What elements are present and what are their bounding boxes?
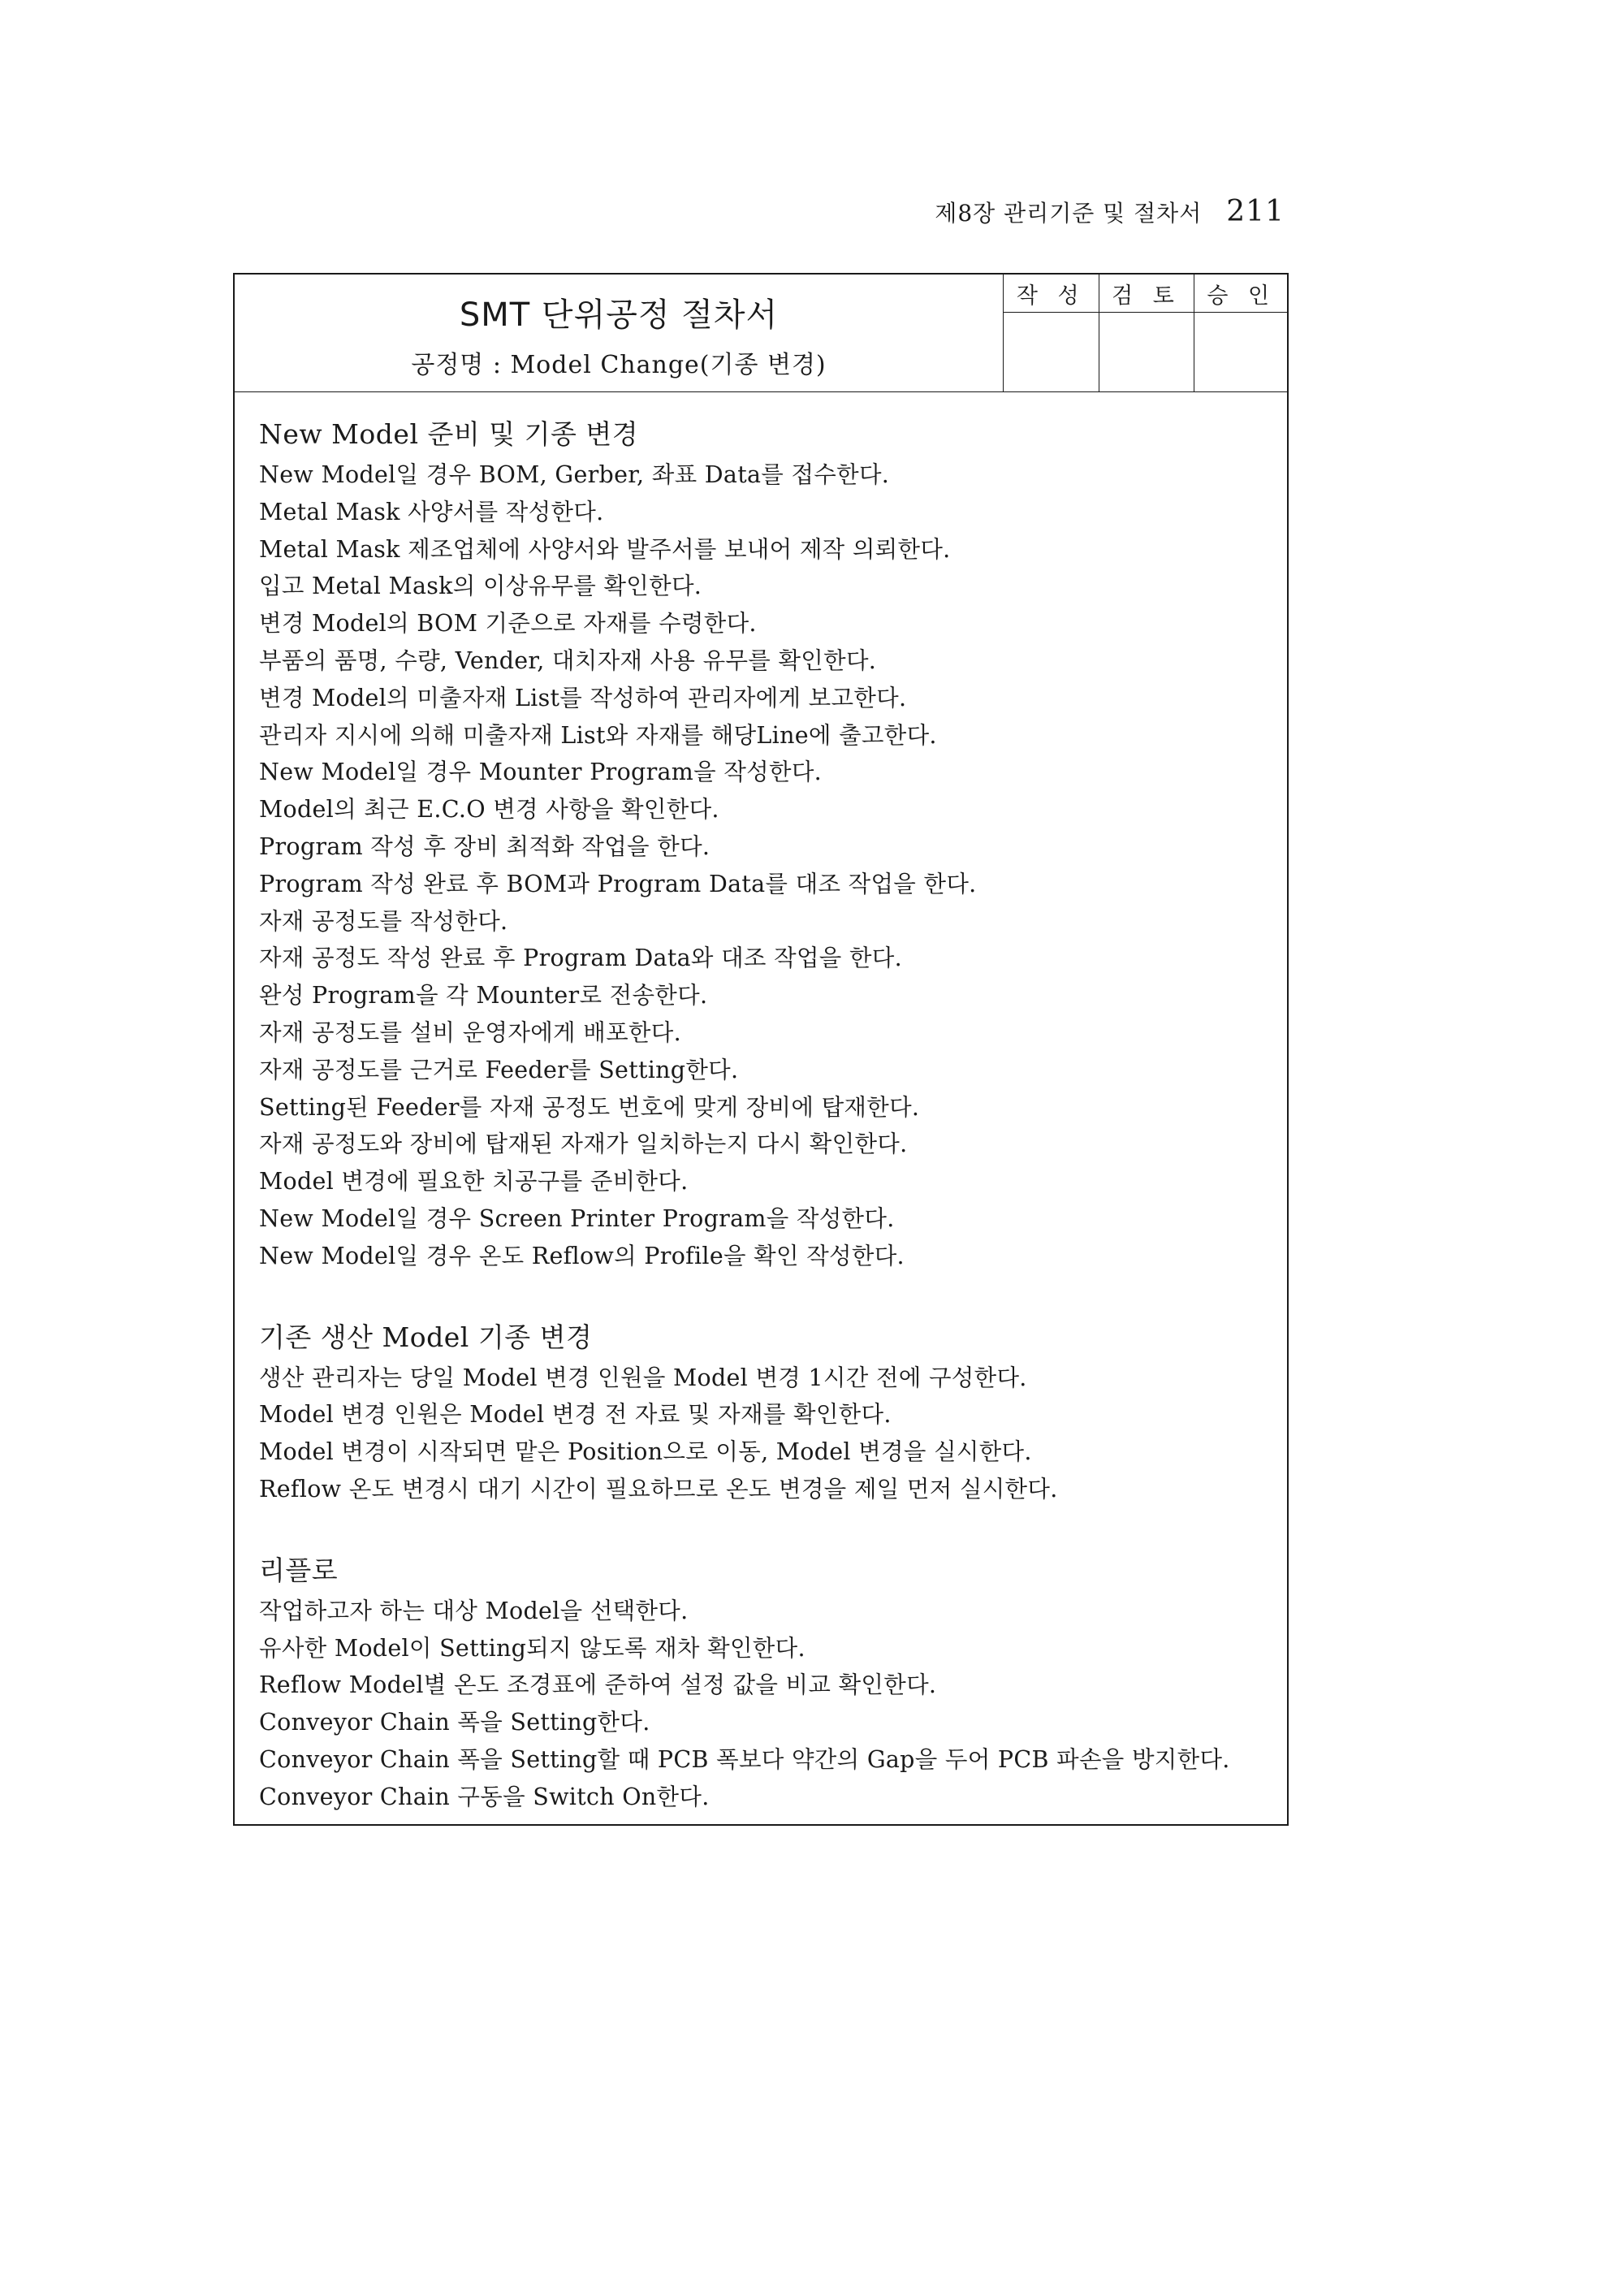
procedure-step: 변경 Model의 미출자재 List를 작성하여 관리자에게 보고한다. [259, 684, 907, 711]
procedure-step: Program 작성 후 장비 최적화 작업을 한다. [259, 832, 710, 860]
section-heading: 리플로 [259, 1554, 339, 1586]
document-header [235, 275, 1287, 392]
procedure-step: 유사한 Model이 Setting되지 않도록 재차 확인한다. [259, 1634, 806, 1662]
document-title: SMT 단위공정 절차서 [459, 296, 779, 334]
approval-header-row [1004, 275, 1289, 313]
procedure-step: 자재 공정도를 설비 운영자에게 배포한다. [259, 1018, 681, 1046]
procedure-step: New Model일 경우 BOM, Gerber, 좌표 Data를 접수한다. [259, 461, 890, 488]
page-number: 211 [1226, 195, 1285, 228]
approval-table [1004, 275, 1289, 391]
procedure-step: Metal Mask 사양서를 작성한다. [259, 498, 604, 525]
procedure-step: 완성 Program을 각 Mounter로 전송한다. [259, 982, 708, 1010]
procedure-step: 작업하고자 하는 대상 Model을 선택한다. [259, 1597, 689, 1624]
procedure-step: New Model일 경우 온도 Reflow의 Profile을 확인 작성한다. [259, 1242, 905, 1269]
approval-reviewed-cell [1099, 313, 1194, 392]
procedure-step: 자재 공정도를 근거로 Feeder를 Setting한다. [259, 1056, 739, 1083]
procedure-step: New Model일 경우 Screen Printer Program을 작성한다. [259, 1204, 895, 1232]
procedure-content [259, 414, 1266, 1858]
procedure-step: 입고 Metal Mask의 이상유무를 확인한다. [259, 573, 702, 600]
procedure-step: 자재 공정도와 장비에 탑재된 자재가 일치하는지 다시 확인한다. [259, 1131, 908, 1158]
procedure-step: 자재 공정도 작성 완료 후 Program Data와 대조 작업을 한다. [259, 945, 902, 972]
procedure-step: Model 변경이 시작되면 맡은 Position으로 이동, Model 변경을 실시한다. [259, 1438, 1032, 1466]
approval-approved-label: 승 인 [1194, 275, 1289, 313]
procedure-step: Model의 최근 E.C.O 변경 사항을 확인한다. [259, 796, 719, 824]
page-header [935, 195, 1285, 228]
procedure-step: Reflow Model별 온도 조경표에 준하여 설정 값을 비교 확인한다. [259, 1671, 937, 1699]
approval-written-label: 작 성 [1004, 275, 1099, 313]
procedure-section [259, 1317, 1266, 1508]
procedure-section [259, 414, 1266, 1275]
approval-approved-cell [1194, 313, 1289, 392]
procedure-step: Conveyor Chain 구동을 Switch On한다. [259, 1783, 710, 1810]
approval-written-cell [1004, 313, 1099, 392]
procedure-step: Conveyor Chain 폭을 Setting한다. [259, 1709, 650, 1736]
procedure-step: Conveyor Chain 폭을 Setting할 때 PCB 폭보다 약간의 Gap을 두어 PCB 파손을 방지한다. [259, 1745, 1230, 1773]
procedure-section [259, 1550, 1266, 1816]
section-heading: 기존 생산 Model 기종 변경 [259, 1321, 593, 1353]
procedure-step: Setting된 Feeder를 자재 공정도 번호에 맞게 장비에 탑재한다. [259, 1093, 920, 1121]
procedure-step: Model 변경에 필요한 치공구를 준비한다. [259, 1168, 689, 1196]
procedure-document-box [233, 273, 1289, 1826]
procedure-step: 관리자 지시에 의해 미출자재 List와 자재를 해당Line에 출고한다. [259, 721, 937, 749]
process-name: 공정명 : Model Change(기종 변경) [411, 351, 827, 379]
procedure-step: 자재 공정도를 작성한다. [259, 907, 508, 935]
section-heading: New Model 준비 및 기종 변경 [259, 418, 639, 450]
title-area [235, 275, 1004, 391]
procedure-step: Model 변경 인원은 Model 변경 전 자료 및 자재를 확인한다. [259, 1401, 892, 1429]
procedure-step: 부품의 품명, 수량, Vender, 대치자재 사용 유무를 확인한다. [259, 646, 877, 674]
procedure-step: Reflow 온도 변경시 대기 시간이 필요하므로 온도 변경을 제일 먼저 실시한다. [259, 1475, 1058, 1503]
procedure-step: 생산 관리자는 당일 Model 변경 인원을 Model 변경 1시간 전에 구성한다. [259, 1364, 1027, 1391]
procedure-step: 변경 Model의 BOM 기준으로 자재를 수령한다. [259, 610, 757, 638]
chapter-label: 제8장 관리기준 및 절차서 [935, 200, 1203, 227]
procedure-step: Program 작성 완료 후 BOM과 Program Data를 대조 작업을 한다. [259, 870, 977, 897]
approval-sign-row [1004, 313, 1289, 392]
procedure-step: New Model일 경우 Mounter Program을 작성한다. [259, 759, 823, 786]
procedure-step: Metal Mask 제조업체에 사양서와 발주서를 보내어 제작 의뢰한다. [259, 535, 951, 563]
approval-reviewed-label: 검 토 [1099, 275, 1194, 313]
